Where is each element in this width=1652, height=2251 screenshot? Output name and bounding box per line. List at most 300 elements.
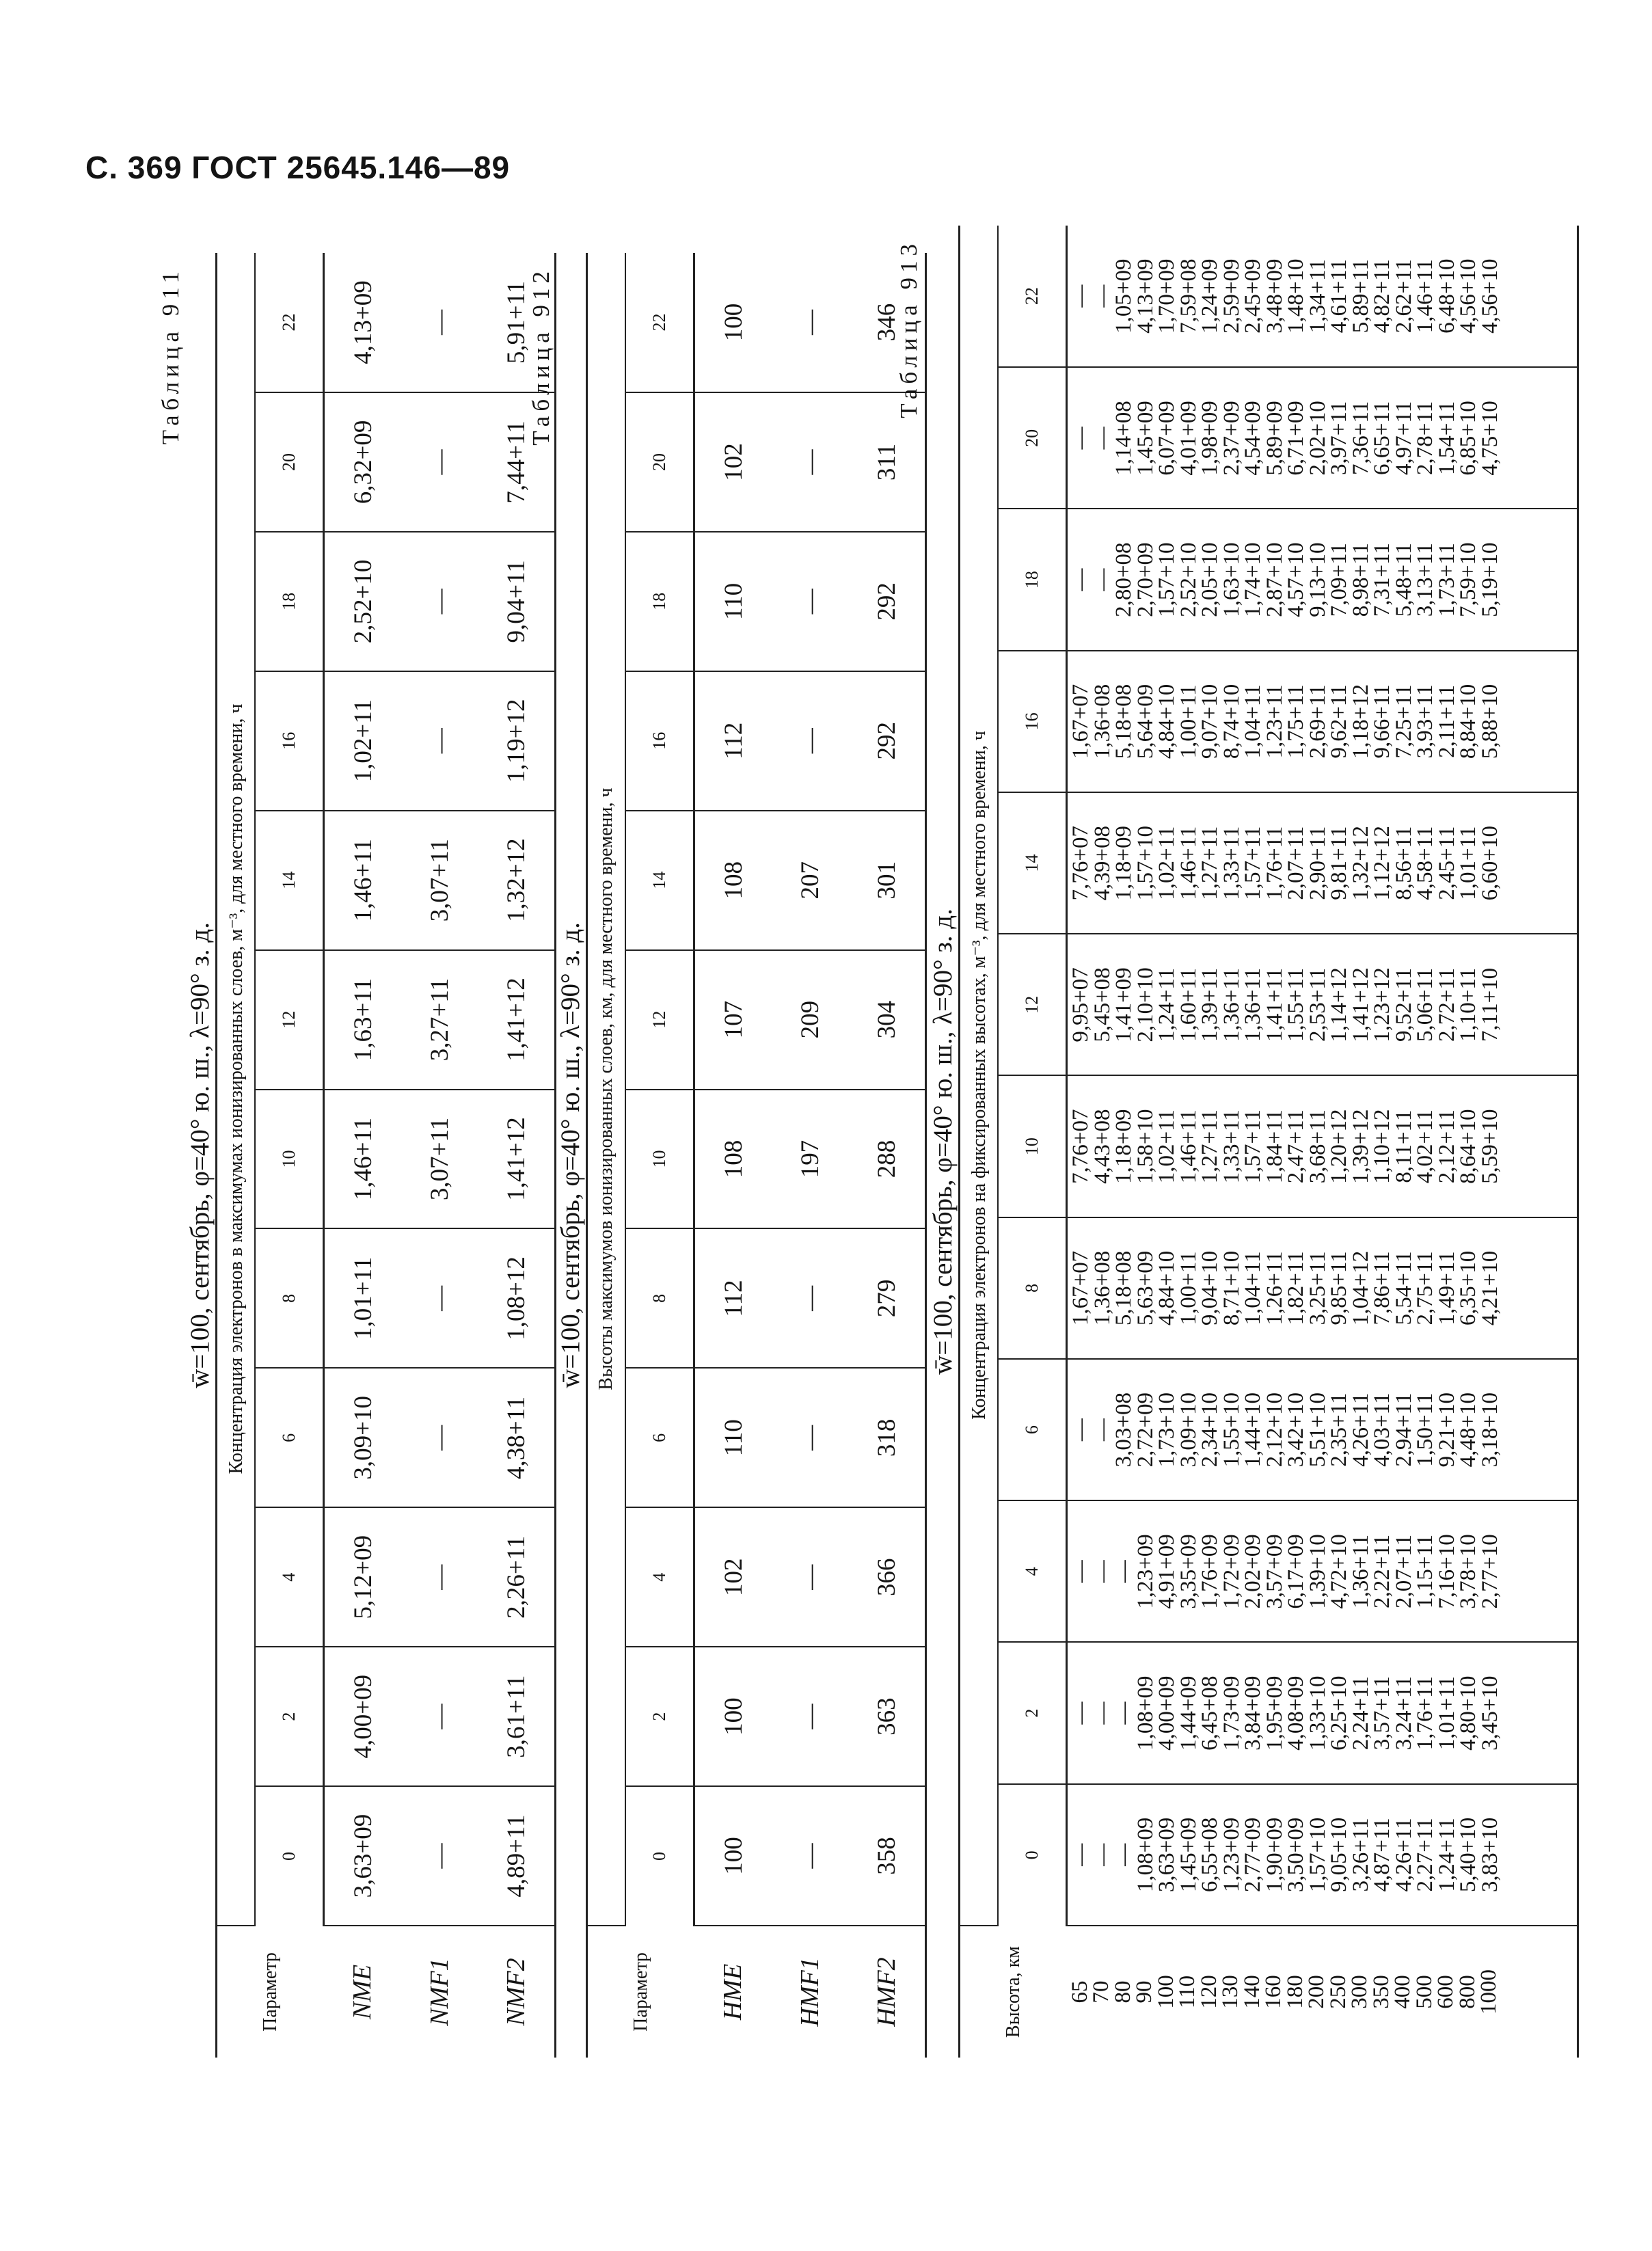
table-cell: 1,63+10 [1219, 542, 1244, 617]
table-cell: — [401, 392, 478, 532]
table-cell: 1,36+08 [1089, 1250, 1115, 1326]
table-label: Таблица 911 [157, 267, 184, 445]
table-cell: 180 [1282, 1975, 1308, 2009]
table-cell: 9,05+10 [1327, 1817, 1351, 1893]
table-cell: 4,13+09 [1133, 258, 1158, 334]
table-cell: 200 [1304, 1975, 1329, 2009]
table-cell: 8,84+10 [1456, 684, 1480, 759]
table-cell: 3,27+11 [401, 950, 478, 1090]
table-cell: 2,11+11 [1434, 684, 1459, 758]
table-cell: 6,65+11 [1370, 401, 1394, 475]
table-cell: — [772, 1647, 848, 1786]
table-cell: 1,76+09 [1197, 1534, 1222, 1609]
table-cell: 4,72+10 [1327, 1534, 1351, 1609]
table-cell: 1,14+12 [1327, 967, 1351, 1042]
hour-header: 4 [625, 1507, 694, 1647]
value-column [1067, 509, 1578, 651]
table-cell: 7,59+08 [1176, 258, 1201, 334]
value-column [1067, 1500, 1578, 1642]
hour-header: 14 [998, 792, 1067, 934]
hour-header: 0 [998, 1784, 1067, 1926]
table-cell: 1,23+09 [1133, 1534, 1158, 1609]
table-cell: 6,85+10 [1456, 401, 1480, 476]
table-cell: 7,76+07 [1068, 825, 1093, 901]
table-cell: 4,84+10 [1154, 684, 1179, 759]
table-cell: 4,56+10 [1456, 258, 1480, 334]
table-cell: 4,48+10 [1456, 1392, 1480, 1468]
table-cell: 2,12+11 [1434, 1109, 1459, 1184]
table-cell: 3,09+10 [324, 1368, 402, 1507]
table-cell: 7,09+11 [1327, 543, 1351, 617]
hour-header: 12 [998, 934, 1067, 1075]
table-cell: 1,57+10 [1305, 1817, 1330, 1893]
table-cell: 1,27+11 [1197, 826, 1222, 900]
table-cell: 4,89+11 [478, 1786, 556, 1926]
table-cell: 1,14+08 [1111, 401, 1136, 476]
table-cell: 120 [1196, 1975, 1221, 2009]
table-cell: 107 [694, 950, 772, 1090]
table-cell: 1,01+11 [1456, 826, 1480, 900]
table-cell: 9,81+11 [1327, 826, 1351, 900]
value-column [1067, 1217, 1578, 1359]
table-cell: 3,57+11 [1370, 1676, 1394, 1751]
table-cell: 9,07+10 [1197, 684, 1222, 759]
table-cell: 100 [1153, 1975, 1178, 2009]
table-cell: 9,62+11 [1327, 684, 1351, 759]
table-cell: 4,56+10 [1477, 258, 1502, 334]
table-cell: 3,25+11 [1305, 1251, 1330, 1325]
table-cell: 1,08+12 [478, 1228, 556, 1368]
table-cell: 5,89+09 [1262, 401, 1287, 476]
table-cell: 2,05+10 [1197, 542, 1222, 617]
table-cell: 1,41+09 [1111, 967, 1136, 1042]
table-cell: 1,23+12 [1370, 967, 1394, 1042]
table-cell: 4,39+08 [1089, 825, 1115, 901]
table-cell: 363 [848, 1647, 926, 1786]
table-cell: 2,69+11 [1305, 684, 1330, 759]
table-cell: 2,78+11 [1413, 401, 1437, 475]
table-cell: 7,31+11 [1370, 543, 1394, 617]
table-cell: 1,18+09 [1111, 1109, 1136, 1184]
table-cell: 5,45+08 [1089, 967, 1115, 1042]
table-cell: 1,70+09 [1154, 258, 1179, 334]
table-cell: 2,72+11 [1434, 967, 1459, 1042]
table-title: w̄=100, сентябрь, φ=40° ю. ш., λ=90° з. д. [556, 922, 585, 1388]
table-cell: 1,12+12 [1370, 825, 1394, 901]
table-cell: — [401, 1507, 478, 1647]
table-cell: 4,02+11 [1413, 1109, 1437, 1184]
table-cell: 3,97+11 [1327, 401, 1351, 475]
table-cell: 1,46+11 [1413, 259, 1437, 334]
table-cell: 6,32+09 [324, 392, 402, 532]
hour-header: 12 [255, 950, 324, 1090]
table-cell: 1,23+09 [1219, 1817, 1244, 1893]
table-cell: 2,62+11 [1391, 259, 1416, 334]
table-cell: 1,05+09 [1111, 258, 1136, 334]
table-cell: 2,35+11 [1327, 1392, 1351, 1467]
table-cell: 6,25+10 [1327, 1675, 1351, 1751]
table-cell: 3,93+11 [1413, 684, 1437, 759]
table-cell: 311 [848, 392, 926, 532]
table-cell: 110 [694, 532, 772, 671]
table-cell: 1,63+11 [324, 950, 402, 1090]
value-column [1067, 226, 1578, 367]
hour-header: 20 [255, 392, 324, 532]
data-table [586, 253, 927, 2058]
table-cell: 9,85+11 [1327, 1251, 1351, 1325]
table-cell: — [772, 253, 848, 392]
table-cell: — [772, 532, 848, 671]
table-cell: 1,45+09 [1176, 1817, 1201, 1893]
table-cell: 2,70+09 [1133, 542, 1158, 617]
hour-header: 18 [998, 509, 1067, 651]
table-cell: 4,38+11 [478, 1368, 556, 1507]
value-column [1067, 1784, 1578, 1926]
table-cell: 1,15+11 [1413, 1534, 1437, 1608]
param-name: NME [348, 1964, 377, 2020]
table-cell: — [772, 671, 848, 811]
table-cell: — [1111, 1560, 1136, 1583]
table-cell: 100 [694, 1647, 772, 1786]
hour-header: 4 [998, 1500, 1067, 1642]
hour-header: 18 [255, 532, 324, 671]
table-cell: — [1068, 1418, 1093, 1442]
table-cell: 5,88+10 [1477, 684, 1502, 759]
table-cell: 1,10+11 [1456, 967, 1480, 1042]
table-cell: 1,58+10 [1133, 1109, 1158, 1184]
table-cell: 3,57+09 [1262, 1534, 1287, 1609]
hour-header: 8 [998, 1217, 1067, 1359]
table-cell: 110 [1175, 1975, 1200, 2009]
table-row [401, 253, 478, 2058]
table-cell: 130 [1218, 1975, 1243, 2009]
table-cell: 1,24+11 [1154, 967, 1179, 1042]
table-cell: 6,48+10 [1434, 258, 1459, 334]
table-cell: 108 [694, 1090, 772, 1229]
table-cell: 5,18+08 [1111, 1250, 1136, 1326]
table-cell: 1,33+11 [1219, 1109, 1244, 1184]
table-cell: 800 [1454, 1975, 1480, 2009]
table-cell: — [772, 1228, 848, 1368]
table-cell: 1,44+10 [1241, 1392, 1265, 1468]
value-column [1067, 1076, 1578, 1217]
table-cell: 1,24+11 [1434, 1818, 1459, 1892]
table-cell: 304 [848, 950, 926, 1090]
table-cell: 1,54+11 [1434, 401, 1459, 475]
table-cell: 2,34+10 [1197, 1392, 1222, 1468]
param-name: HMF1 [796, 1957, 824, 2027]
param-name: HMF2 [848, 1926, 926, 2058]
table-cell: 3,26+11 [1348, 1818, 1373, 1892]
table-cell: 6,60+10 [1477, 825, 1502, 901]
table-cell: 102 [694, 392, 772, 532]
hour-header: 16 [998, 651, 1067, 792]
table-cell: 5,63+09 [1133, 1250, 1158, 1326]
table-cell: 300 [1347, 1975, 1372, 2009]
table-cell: 2,47+11 [1284, 1109, 1308, 1184]
table-cell: 3,18+10 [1477, 1392, 1502, 1468]
table-cell: 1,04+12 [1348, 1250, 1373, 1326]
hour-header: 14 [255, 811, 324, 950]
table-caption: Концентрация электронов в максимумах ионизированных слоев, м⁻³, для местного времени, ч [217, 253, 256, 1926]
table-cell: 1,39+10 [1305, 1534, 1330, 1609]
table-cell: — [401, 1228, 478, 1368]
table-cell: 1,57+11 [1241, 1109, 1265, 1184]
table-title: w̄=100, сентябрь, φ=40° ю. ш., λ=90° з. д. [928, 908, 958, 1375]
table-cell: 5,48+11 [1391, 543, 1416, 617]
table-cell: 3,63+09 [324, 1786, 402, 1926]
table-cell: 7,76+07 [1068, 1109, 1093, 1184]
table-cell: 9,52+11 [1391, 967, 1416, 1042]
table-cell: 1,02+11 [1154, 826, 1179, 900]
table-cell: 1,46+11 [324, 1090, 402, 1229]
table-cell: 2,12+10 [1262, 1392, 1287, 1468]
table-cell: — [1068, 1560, 1093, 1583]
table-cell: 100 [694, 253, 772, 392]
table-cell: 100 [694, 1786, 772, 1926]
hour-header: 0 [625, 1786, 694, 1926]
table-cell: — [1068, 568, 1093, 591]
hour-header: 2 [255, 1647, 324, 1786]
table-cell: 4,87+11 [1370, 1818, 1394, 1892]
table-cell: — [1068, 1843, 1093, 1866]
table-cell: 1,04+11 [1241, 684, 1265, 759]
table-cell: 1,04+11 [1241, 1251, 1265, 1325]
table-cell: — [401, 532, 478, 671]
table-cell: 8,98+11 [1348, 543, 1373, 617]
table-cell: 1,18+12 [1348, 684, 1373, 759]
param-name: NMF2 [478, 1926, 556, 2058]
table-912 [528, 253, 901, 2058]
hour-header: 20 [998, 367, 1067, 509]
table-cell: 160 [1261, 1975, 1286, 2009]
table-cell: 4,57+10 [1284, 542, 1308, 617]
table-cell: 9,66+11 [1370, 684, 1394, 759]
table-cell: 1,39+11 [1197, 967, 1222, 1042]
table-cell: 1,95+09 [1262, 1675, 1287, 1751]
table-cell: 140 [1239, 1975, 1264, 2009]
table-cell: 500 [1411, 1975, 1437, 2009]
hour-header: 22 [998, 226, 1067, 367]
table-cell: 4,91+09 [1154, 1534, 1179, 1609]
table-cell: 279 [848, 1228, 926, 1368]
table-cell: 1,46+11 [1176, 1109, 1201, 1184]
table-cell: 5,19+10 [1477, 542, 1502, 617]
table-cell: 5,59+10 [1477, 1109, 1502, 1184]
table-cell: — [1068, 427, 1093, 450]
table-cell: 9,13+10 [1305, 542, 1330, 617]
table-cell: — [401, 671, 478, 811]
hour-header: 16 [255, 671, 324, 811]
table-cell: 2,27+11 [1413, 1818, 1437, 1892]
table-cell: 1,36+11 [1348, 1534, 1373, 1608]
table-cell: 1000 [1476, 1969, 1501, 2014]
table-row [694, 253, 772, 2058]
param-header: Параметр [217, 1926, 324, 2058]
table-cell: 1,60+11 [1176, 967, 1201, 1042]
table-cell: 1,76+11 [1262, 826, 1287, 900]
hour-header: 22 [625, 253, 694, 392]
param-name: NMF1 [425, 1958, 454, 2026]
table-cell: 4,08+09 [1284, 1675, 1308, 1751]
table-cell: 9,04+10 [1197, 1250, 1222, 1326]
table-cell: — [1068, 1701, 1093, 1725]
table-label: Таблица 913 [895, 239, 922, 418]
table-913 [895, 226, 1579, 2058]
table-cell: 3,42+10 [1284, 1392, 1308, 1468]
table-cell: 108 [694, 811, 772, 950]
table-cell: 1,00+11 [1176, 684, 1201, 759]
table-cell: 1,32+12 [1348, 825, 1373, 901]
table-cell: 8,74+10 [1219, 684, 1244, 759]
table-cell: 1,23+11 [1262, 684, 1287, 759]
table-cell: 80 [1110, 1980, 1135, 2004]
value-column [1067, 792, 1578, 934]
table-cell: — [401, 1647, 478, 1786]
table-cell: 4,80+10 [1456, 1675, 1480, 1751]
table-cell: 8,71+10 [1219, 1250, 1244, 1326]
table-cell: 1,01+11 [324, 1228, 402, 1368]
table-cell: 1,34+11 [1305, 259, 1330, 334]
table-cell: 1,39+12 [1348, 1109, 1373, 1184]
value-column [1067, 934, 1578, 1075]
table-cell: 1,18+09 [1111, 825, 1136, 901]
table-cell: 4,00+09 [1154, 1675, 1179, 1751]
table-cell: — [772, 1786, 848, 1926]
table-cell: 1,84+11 [1262, 1109, 1287, 1184]
table-cell: 4,75+10 [1477, 401, 1502, 476]
table-cell: 5,18+08 [1111, 684, 1136, 759]
table-cell: 209 [772, 950, 848, 1090]
table-cell: 7,25+11 [1391, 684, 1416, 759]
table-row [772, 253, 848, 2058]
table-cell: 2,37+09 [1219, 401, 1244, 476]
table-cell: 2,02+09 [1241, 1534, 1265, 1609]
table-cell: 2,75+11 [1413, 1251, 1437, 1325]
table-cell: 1,67+07 [1068, 684, 1093, 759]
table-cell: 1,26+11 [1262, 1251, 1287, 1325]
hour-header: 6 [625, 1368, 694, 1507]
table-cell: 3,61+11 [478, 1647, 556, 1786]
hour-header: 8 [625, 1228, 694, 1368]
hour-header: 14 [625, 811, 694, 950]
table-cell: 1,48+10 [1284, 258, 1308, 334]
table-cell: 1,90+09 [1262, 1817, 1287, 1893]
table-cell: 1,74+10 [1241, 542, 1265, 617]
table-cell: 3,07+11 [401, 1090, 478, 1229]
table-cell: 5,51+10 [1305, 1392, 1330, 1468]
table-cell: 1,02+11 [1154, 1109, 1179, 1184]
table-cell: 6,35+10 [1456, 1250, 1480, 1326]
table-cell: 350 [1368, 1975, 1394, 2009]
table-cell: 1,49+11 [1434, 1251, 1459, 1325]
table-cell: 4,26+11 [1348, 1392, 1373, 1467]
table-cell: 3,84+09 [1241, 1675, 1265, 1751]
table-cell: 4,01+09 [1176, 401, 1201, 476]
table-cell: 7,44+11 [478, 392, 556, 532]
table-cell: — [401, 1368, 478, 1507]
table-cell: 1,33+11 [1219, 826, 1244, 900]
table-cell: 5,40+10 [1456, 1817, 1480, 1893]
table-cell: — [1111, 1701, 1136, 1725]
hour-header: 10 [625, 1090, 694, 1229]
table-cell: 250 [1325, 1975, 1351, 2009]
table-cell: 5,54+11 [1391, 1251, 1416, 1325]
table-cell: 2,07+11 [1284, 826, 1308, 900]
table-cell: 1,24+09 [1197, 258, 1222, 334]
table-cell: — [401, 1786, 478, 1926]
hour-header: 18 [625, 532, 694, 671]
value-column [1067, 651, 1578, 792]
table-cell: 6,17+09 [1284, 1534, 1308, 1609]
table-cell: 1,01+11 [1434, 1676, 1459, 1751]
table-cell: 4,97+11 [1391, 401, 1416, 475]
table-cell: 7,11+10 [1477, 967, 1502, 1042]
table-cell: 2,24+11 [1348, 1676, 1373, 1751]
table-cell: 2,90+11 [1305, 826, 1330, 900]
table-cell: — [1089, 284, 1115, 308]
table-cell: 1,33+10 [1305, 1675, 1330, 1751]
table-cell: 1,55+11 [1284, 967, 1308, 1042]
table-cell: 1,45+09 [1133, 401, 1158, 476]
table-cell: — [1068, 284, 1093, 308]
data-table [958, 226, 1579, 2058]
table-cell: 2,72+09 [1133, 1392, 1158, 1468]
table-cell: 4,43+08 [1089, 1109, 1115, 1184]
table-cell: 600 [1433, 1975, 1458, 2009]
table-cell: 4,21+10 [1477, 1250, 1502, 1326]
table-cell: 9,04+11 [478, 532, 556, 671]
table-cell: 9,21+10 [1434, 1392, 1459, 1468]
hour-header: 6 [255, 1368, 324, 1507]
table-cell: 3,24+11 [1391, 1676, 1416, 1751]
table-cell: 102 [694, 1507, 772, 1647]
table-cell: — [401, 253, 478, 392]
table-cell: 3,50+09 [1284, 1817, 1308, 1893]
hour-header: 16 [625, 671, 694, 811]
hour-header: 2 [998, 1643, 1067, 1784]
table-cell: 8,11+11 [1391, 1109, 1416, 1183]
table-cell: 1,76+11 [1413, 1676, 1437, 1751]
table-cell: 4,00+09 [324, 1647, 402, 1786]
table-cell: 5,12+09 [324, 1507, 402, 1647]
hour-header: 2 [625, 1647, 694, 1786]
table-cell: — [1089, 568, 1115, 591]
table-cell: 1,44+09 [1176, 1675, 1201, 1751]
table-cell: 1,19+12 [478, 671, 556, 811]
table-caption: Концентрация электронов на фиксированных высотах, м⁻³, для местного времени, ч [960, 226, 999, 1926]
table-cell: 70 [1089, 1980, 1113, 2004]
table-cell: — [1089, 427, 1115, 450]
table-cell: 5,91+11 [478, 253, 556, 392]
value-column [1067, 367, 1578, 509]
table-cell: 3,13+11 [1413, 543, 1437, 617]
table-cell: — [1111, 1843, 1136, 1866]
table-cell: 2,02+10 [1305, 401, 1330, 476]
table-cell: 288 [848, 1090, 926, 1229]
table-cell: 2,45+11 [1434, 826, 1459, 900]
table-cell: 7,86+11 [1370, 1251, 1394, 1325]
table-cell: 3,63+09 [1154, 1817, 1179, 1893]
table-cell: 112 [694, 1228, 772, 1368]
table-cell: 2,22+11 [1370, 1534, 1394, 1608]
table-cell: 7,16+10 [1434, 1534, 1459, 1609]
value-column [1067, 1359, 1578, 1500]
hour-header: 10 [255, 1090, 324, 1229]
table-cell: 292 [848, 671, 926, 811]
table-cell: 4,54+09 [1241, 401, 1265, 476]
table-cell: — [772, 1368, 848, 1507]
